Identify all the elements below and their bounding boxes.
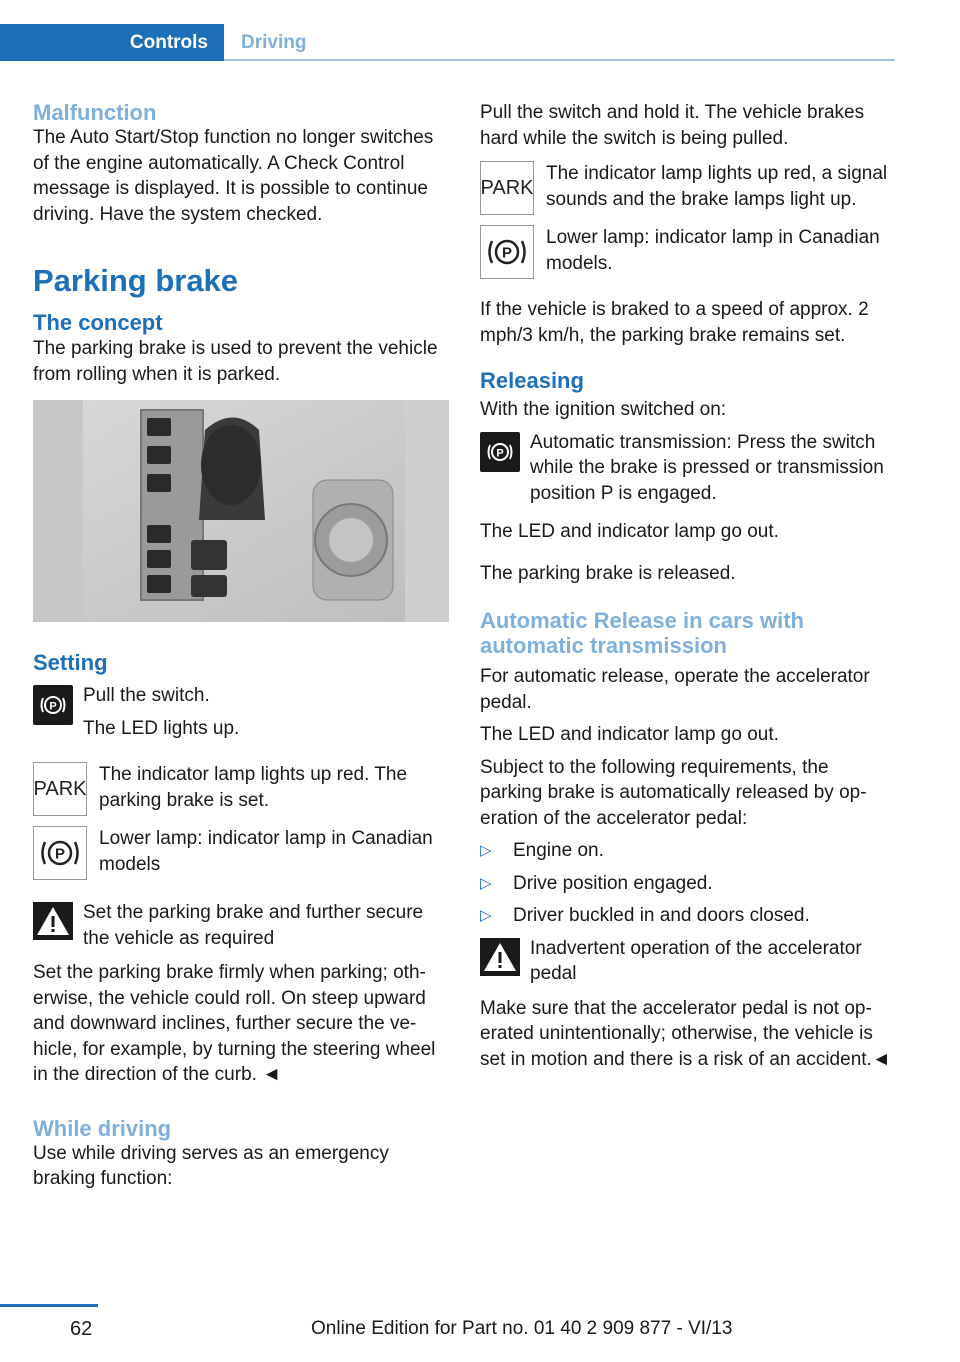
right-warning-text: Make sure that the accelerator pedal is not operated unintentionally; otherwise, the vehicle is set in motion and there is a risk of an accident.◄ [480,997,891,1070]
list-item-text: Driver buckled in and doors closed. [513,905,810,926]
auto-transmission-text: Automatic transmission: Press the switch while the brake is pressed or transmission position P is engaged. [530,431,884,504]
warning-icon [33,902,73,940]
right-indicator-text: The indicator lamp lights up red, a signal sounds and the brake lamps light up. [546,163,888,210]
tab-driving[interactable]: Driving [241,31,307,53]
warning-row [33,900,449,958]
edition-text: Online Edition for Part no. 01 40 2 909 877 - VI/13 [311,1318,733,1339]
bullet-icon: ▷ [480,907,492,924]
right-park-lamp-row [480,161,896,219]
pull-text: Pull the switch and hold it. The vehicle brakes hard while the switch is being pulled. [480,102,865,149]
page-number: 62 [70,1318,93,1340]
setting-row [33,683,449,748]
parking-brake-lamp-icon [480,225,534,279]
list-item [480,838,896,864]
led-out-text-2: The LED and indicator lamp go out. [480,724,779,745]
center-console-photo [33,400,449,622]
park-indicator-icon [33,762,87,816]
park-lamp-row [33,762,449,820]
left-column [33,100,449,1199]
park-lamp-label: PARK [33,777,87,800]
right-canada-lamp-row [480,225,896,283]
malfunction-heading: Malfunction [33,100,157,125]
parking-brake-lamp-icon [33,826,87,880]
right-warning-title: Inadvertent operation of the accelerator pedal [530,937,862,984]
releasing-heading: Releasing [480,368,584,393]
lower-lamp-text: Lower lamp: indicator lamp in Canadian models [99,828,433,875]
page-title: Parking brake [33,263,239,298]
bullet-icon: ▷ [480,874,492,892]
auto-release-text: For automatic release, operate the accelerator pedal. [480,666,870,713]
canada-lamp-row [33,826,449,884]
requirements-text: Subject to the following requirements, the parking brake is automatically released by operation of the accelerator pedal: [480,756,867,829]
footer-rule [0,1304,98,1307]
while-driving-heading: While driving [33,1115,172,1141]
right-column [480,100,896,1079]
list-item-text: Drive position engaged. [513,872,713,894]
setting-step-2: The LED lights up. [83,717,240,739]
svg-text:P: P [49,700,57,713]
header-tabbar [0,24,895,61]
auto-release-heading: Automatic Release in cars with automatic transmission [480,608,804,658]
list-item [480,871,896,897]
list-item-text: Engine on. [513,840,604,861]
concept-text: The parking brake is used to prevent the vehicle from rolling when it is parked. [33,338,438,385]
concept-heading: The concept [33,310,163,335]
svg-text:P: P [501,244,513,262]
right-lower-lamp-text: Lower lamp: indicator lamp in Canadian models. [546,227,880,274]
right-warning-row [480,936,896,994]
setting-step-1: Pull the switch. [83,685,210,706]
led-out-text: The LED and indicator lamp go out. [480,521,779,542]
svg-text:P: P [496,447,504,459]
parking-brake-switch-icon [33,685,73,725]
ignition-text: With the ignition switched on: [480,399,727,420]
indicator-text: The indicator lamp lights up red. The parking brake is set. [99,764,408,811]
list-item [480,903,896,929]
park-lamp-label: PARK [480,176,534,199]
malfunction-text: The Auto Start/Stop function no longer switches of the engine automatically. A Check Control message is displayed. It is possible to continue driving. Have the system checked. [33,127,434,225]
while-driving-text: Use while driving serves as an emergency braking function: [33,1142,389,1189]
tab-controls[interactable]: Controls [0,24,224,61]
warning-icon [480,938,520,976]
setting-heading: Setting [33,650,108,675]
warning-title: Set the parking brake and further secure the vehicle as required [83,902,424,949]
parking-brake-switch-icon [480,432,520,472]
park-indicator-icon [480,161,534,215]
requirements-list [480,838,896,929]
auto-release-row [480,430,896,514]
warning-text: Set the parking brake firmly when parking; otherwise, the vehicle could roll. On steep upward and downward inclines, further secure the vehicle, for example, by turning the steering wheel in the direction of the curb. ◄ [33,962,436,1085]
svg-text:P: P [54,845,66,863]
braked-text: If the vehicle is braked to a speed of approx. 2 mph/3 km/h, the parking brake remains set. [480,299,869,346]
bullet-icon: ▷ [480,842,492,859]
released-text: The parking brake is released. [480,562,736,584]
tab-divider [224,59,895,61]
